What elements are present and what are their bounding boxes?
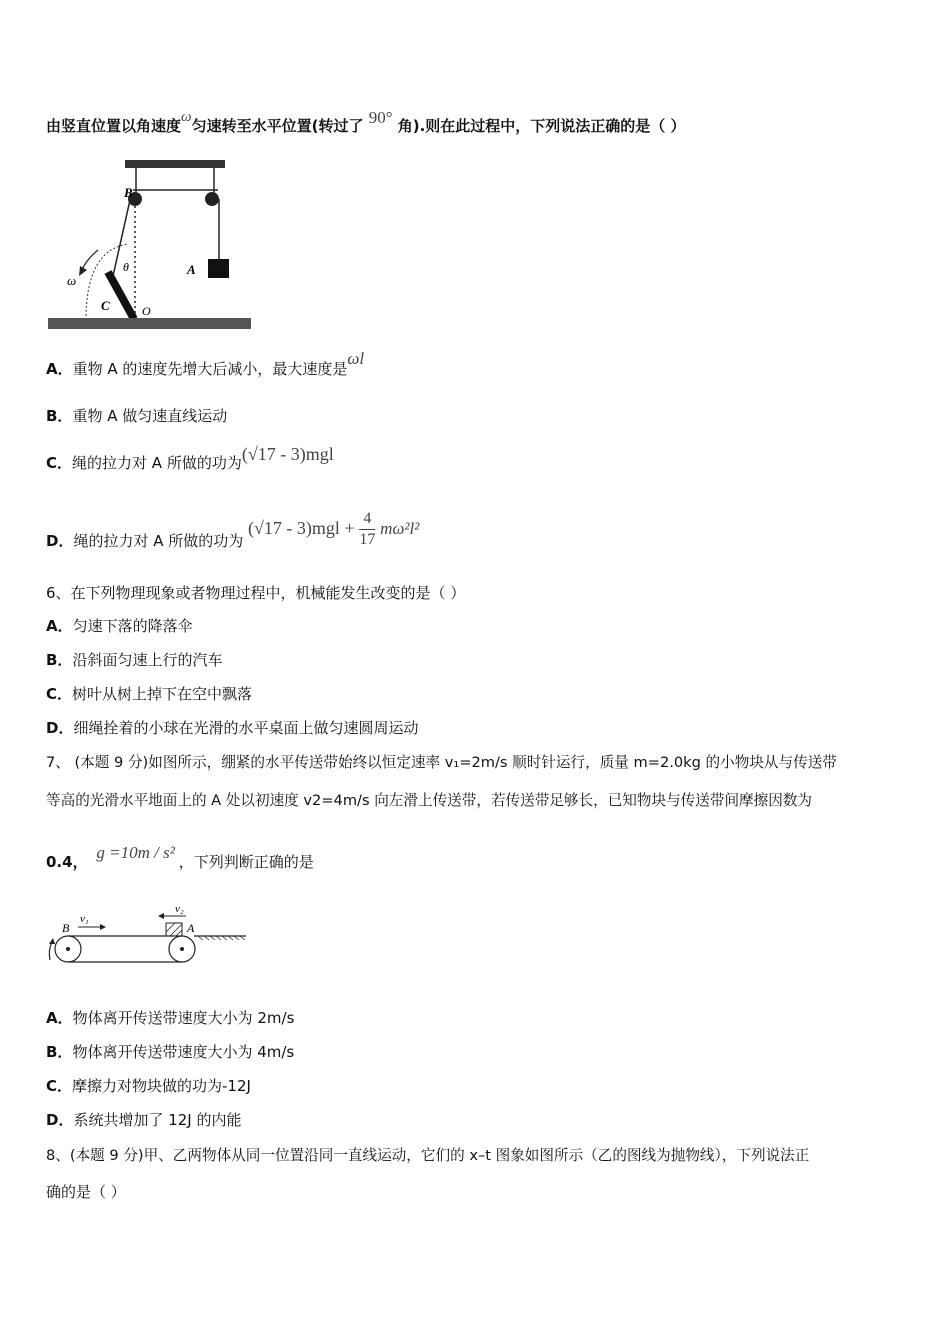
label-a7: A xyxy=(187,921,195,935)
q7-option-a: A．物体离开传送带速度大小为 2m/s xyxy=(46,1009,295,1027)
clockwise-arrowhead xyxy=(49,938,55,944)
work-formula-d: (√17 - 3)mgl + $\frac{4}{17}$ mω²l² xyxy=(248,510,420,548)
label-v1: v₁ xyxy=(80,913,89,925)
label-o: O xyxy=(142,304,151,318)
q5-option-c: C．绳的拉力对 A 所做的功为(√17 - 3)mgl xyxy=(46,444,334,472)
q8-stem-line2: 确的是（ ） xyxy=(46,1183,126,1201)
ground xyxy=(48,318,251,329)
q5-figure xyxy=(46,158,256,336)
q7-option-c: C．摩擦力对物块做的功为-12J xyxy=(46,1077,251,1095)
label-c: C xyxy=(101,298,110,313)
clockwise-arrow xyxy=(49,942,52,960)
v1-arrowhead xyxy=(100,924,106,930)
q7-option-d: D．系统共增加了 12J 的内能 xyxy=(46,1111,242,1129)
q6-option-d: D．细绳拴着的小球在光滑的水平桌面上做匀速圆周运动 xyxy=(46,719,419,737)
roller-left-axle xyxy=(66,947,70,951)
weight-a xyxy=(208,259,229,278)
q6-option-a: A．匀速下落的降落伞 xyxy=(46,617,193,635)
q5-option-d: D．绳的拉力对 A 所做的功为 (√17 - 3)mgl + $\frac{4}{17}$ mω²l² xyxy=(46,510,420,550)
q5-stem: 由竖直位置以角速度ω匀速转至水平位置(转过了 90° 角).则在此过程中，下列说法正确的是（ ） xyxy=(46,108,686,135)
q7-stem-line3: 0.4， g =10m / s² ，下列判断正确的是 xyxy=(46,843,314,871)
rod-c xyxy=(108,272,134,319)
label-omega: ω xyxy=(67,273,77,288)
q7-stem-line2: 等高的光滑水平地面上的 A 处以初速度 v2=4m/s 向左滑上传送带，若传送带足够长，已知物块与传送带间摩擦因数为 xyxy=(46,792,813,809)
v2-arrowhead xyxy=(158,913,164,919)
label-theta: θ xyxy=(123,260,129,274)
q6-stem: 6、在下列物理现象或者物理过程中，机械能发生改变的是（ ） xyxy=(46,584,466,602)
fraction-4-17: $\frac{4}{17}$ xyxy=(359,510,376,548)
roller-right-axle xyxy=(180,947,184,951)
pulley-right xyxy=(205,192,219,206)
q5-option-a: A．重物 A 的速度先增大后减小，最大速度是ωl xyxy=(46,349,365,378)
q7-figure xyxy=(44,898,254,970)
rotation-arrow xyxy=(82,250,98,270)
label-b: B xyxy=(124,185,133,200)
label-a: A xyxy=(187,262,196,277)
label-b7: B xyxy=(62,921,70,935)
q6-option-c: C．树叶从树上掉下在空中飘落 xyxy=(46,685,253,703)
omega-symbol: ω xyxy=(181,109,192,125)
q5-option-b: B．重物 A 做匀速直线运动 xyxy=(46,407,228,425)
work-formula-c: (√17 - 3)mgl xyxy=(241,444,334,464)
ceiling-bar xyxy=(125,160,225,168)
q6-option-b: B．沿斜面匀速上行的汽车 xyxy=(46,651,223,669)
q7-option-b: B．物体离开传送带速度大小为 4m/s xyxy=(46,1043,295,1061)
g-formula: g =10m / s² xyxy=(96,843,175,862)
q7-stem-line1: 7、 (本题 9 分)如图所示，绷紧的水平传送带始终以恒定速率 v₁=2m/s 顺时针运行，质量 m=2.0kg 的小物块从与传送带 xyxy=(46,754,837,771)
omega-l: ωl xyxy=(347,349,365,368)
angle-90: 90° xyxy=(368,108,393,127)
label-v2: v₂ xyxy=(175,903,184,915)
q8-stem-line1: 8、(本题 9 分)甲、乙两物体从同一位置沿同一直线运动，它们的 x–t 图象如图所示（乙的图线为抛物线），下列说法正 xyxy=(46,1147,810,1164)
